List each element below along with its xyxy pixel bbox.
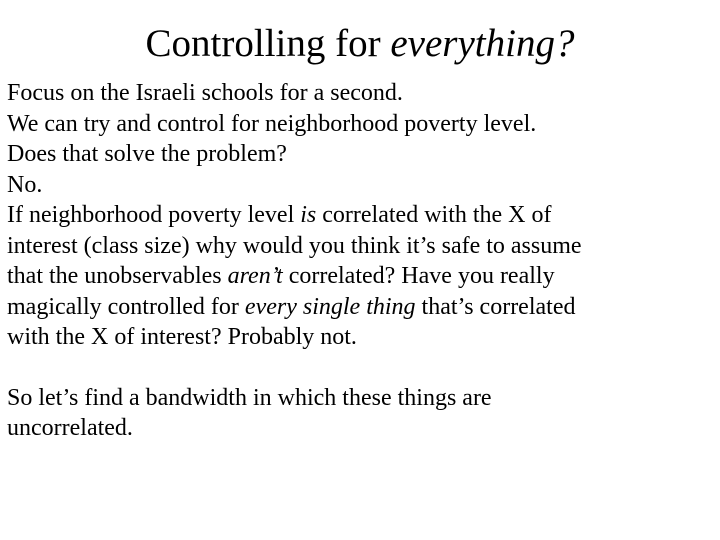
correlation-line-2: interest (class size) why would you think it’s safe to assume (7, 232, 582, 259)
emphasis-every-single-thing: every single thing (244, 293, 416, 320)
correlation-line-4 (7, 292, 713, 323)
body-line-solve-problem: Does that solve the problem? (7, 141, 287, 167)
bandwidth-line-2: uncorrelated. (7, 415, 133, 441)
body-line-israeli-schools: Focus on the Israeli schools for a second. (7, 80, 403, 106)
emphasis-is: is (300, 202, 317, 228)
correlation-line-3 (7, 261, 713, 292)
body-paragraph-bandwidth (7, 383, 713, 444)
text-segment: correlated with the X of (316, 202, 552, 228)
correlation-line-5: with the X of interest? Probably not. (7, 324, 357, 350)
body-line-no: No. (7, 171, 43, 198)
text-segment: If neighborhood poverty level (7, 202, 301, 228)
slide-title (0, 20, 720, 68)
slide-body (7, 78, 713, 444)
title-italic: everything? (390, 22, 575, 65)
text-segment: that’s correlated (415, 293, 576, 320)
correlation-line-1 (7, 200, 713, 231)
emphasis-arent: aren’t (227, 263, 283, 289)
text-segment: magically controlled for (7, 293, 245, 320)
text-segment: correlated? Have you really (282, 263, 555, 289)
text-segment: that the unobservables (7, 263, 228, 289)
bandwidth-line-1: So let’s find a bandwidth in which these things are (7, 384, 492, 411)
body-line-control-poverty: We can try and control for neighborhood poverty level. (7, 110, 537, 137)
body-paragraph-correlation (7, 200, 713, 353)
title-plain: Controlling for (145, 22, 391, 65)
